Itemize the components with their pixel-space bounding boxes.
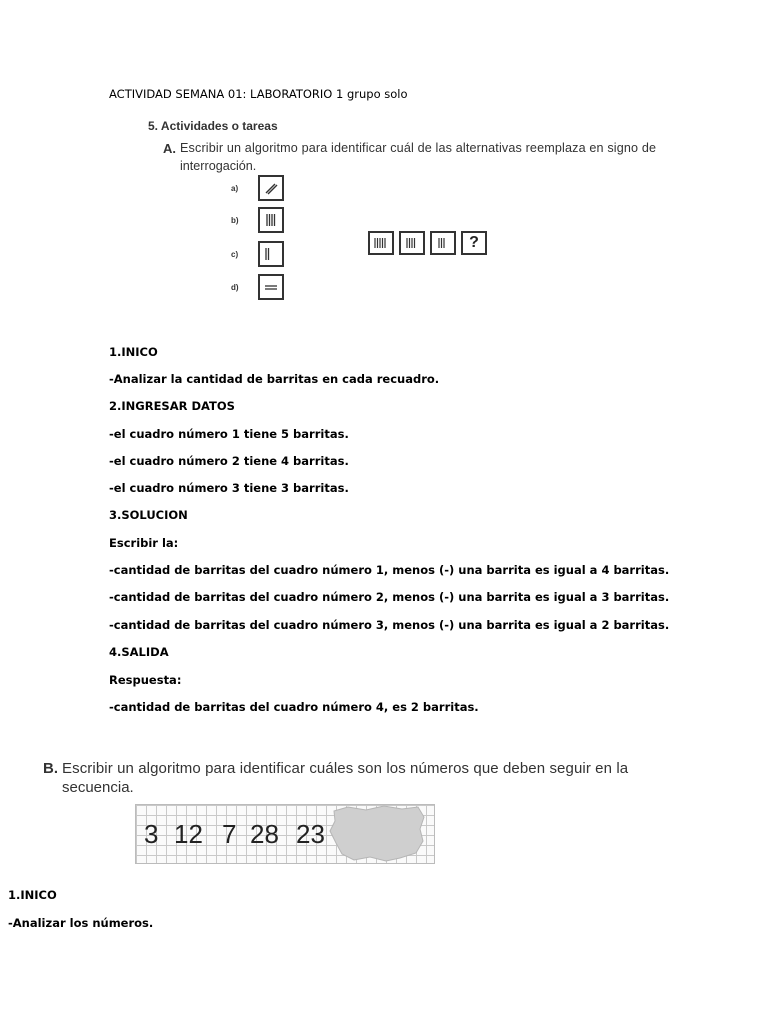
diagonal-lines-icon [260,177,282,199]
part-a-line: -cantidad de barritas del cuadro número 3, menos (-) una barrita es igual a 2 barritas. [109,618,670,632]
section-a-instruction-line2: interrogación. [180,159,257,173]
number-sequence-grid [135,804,435,864]
two-bars-icon [260,243,282,265]
option-d-box [258,274,284,300]
page-title: ACTIVIDAD SEMANA 01: LABORATORIO 1 grupo solo [109,87,408,101]
section-heading: 5. Actividades o tareas [148,119,278,133]
part-a-line: -el cuadro número 2 tiene 4 barritas. [109,454,349,468]
sequence-number: 28 [250,819,279,849]
part-a-line: Escribir la: [109,536,179,550]
sequence-number: 12 [174,819,203,849]
part-a-line: -cantidad de barritas del cuadro número 2, menos (-) una barrita es igual a 3 barritas. [109,590,670,604]
sequence-number: 7 [222,819,237,849]
part-a-line: -el cuadro número 3 tiene 3 barritas. [109,481,349,495]
equals-icon [260,276,282,298]
section-b-instruction-line1: Escribir un algoritmo para identificar cuáles son los números que deben seguir en la [62,760,629,777]
option-a-label: a) [231,184,239,193]
option-c-label: c) [231,250,239,259]
section-b-instruction-line2: secuencia. [62,779,134,796]
section-a-letter: A. [163,141,176,156]
part-a-line: -cantidad de barritas del cuadro número 4, es 2 barritas. [109,700,479,714]
sequence-number: 23 [296,819,325,849]
part-a-line: -el cuadro número 1 tiene 5 barritas. [109,427,349,441]
section-a-instruction-line1: Escribir un algoritmo para identificar cuál de las alternativas reemplaza en signo de [180,141,657,155]
part-b-line: -Analizar los números. [8,916,154,930]
three-bars-icon [432,233,454,253]
four-bars-icon [260,209,282,231]
sequence-box-question [461,231,487,255]
section-b-letter: B. [43,760,58,777]
part-a-line: -cantidad de barritas del cuadro número 1, menos (-) una barrita es igual a 4 barritas. [109,563,670,577]
option-c-box [258,241,284,267]
part-a-line: -Analizar la cantidad de barritas en cada recuadro. [109,372,440,386]
part-b-line: 1.INICO [8,888,57,902]
sequence-box-2 [399,231,425,255]
torn-paper-shape [326,805,426,863]
part-a-line: 2.INGRESAR DATOS [109,399,235,413]
sequence-box-3 [430,231,456,255]
question-mark: ? [469,234,479,251]
sequence-box-1 [368,231,394,255]
sequence-number: 3 [144,819,159,849]
option-a-box [258,175,284,201]
five-bars-icon [370,233,392,253]
part-a-line: Respuesta: [109,673,182,687]
option-b-box [258,207,284,233]
part-a-line: 3.SOLUCION [109,508,188,522]
four-bars-icon [401,233,423,253]
option-b-label: b) [231,216,239,225]
option-d-label: d) [231,283,239,292]
part-a-line: 1.INICO [109,345,158,359]
part-a-line: 4.SALIDA [109,645,169,659]
